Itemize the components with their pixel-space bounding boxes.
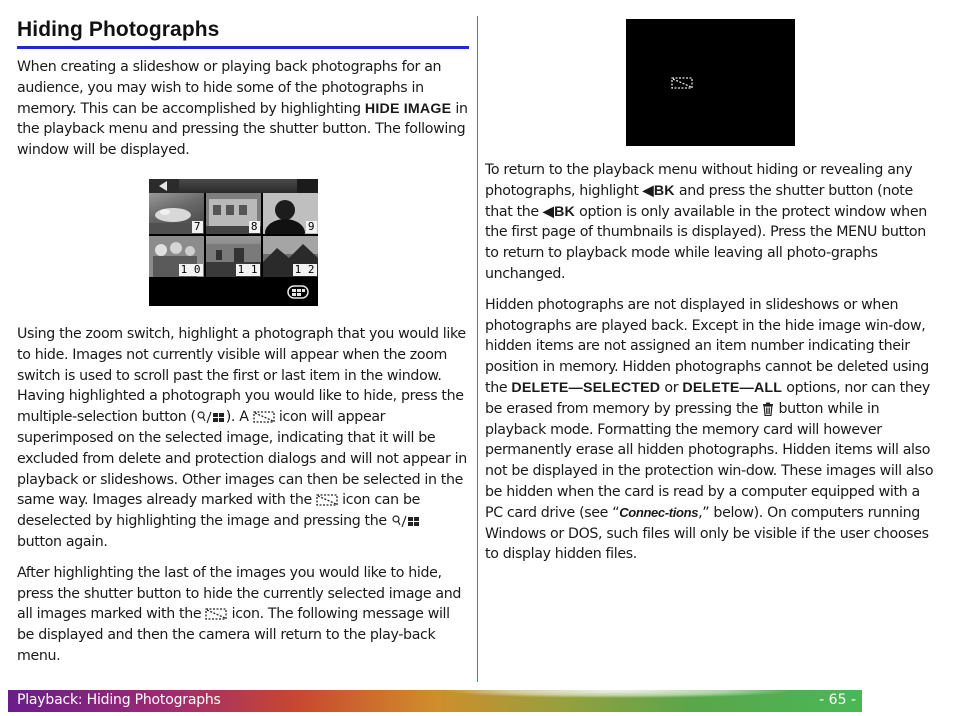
thumbnail-number: 7 (193, 219, 201, 233)
thumbnail-number: 1 2 (294, 262, 315, 276)
thumbnail-number: 1 1 (237, 262, 258, 276)
back-keyword: ◀BK (542, 203, 575, 220)
text-span: After highlighting the last of the images you would like to hide, press the shutter button to hide the currently selected image and all images marked with the (17, 564, 462, 623)
hide-image-keyword: HIDE IMAGE (364, 100, 452, 117)
text-span: in the playback menu and pressing the shutter button. The following window will be displayed. (17, 100, 468, 159)
left-arrow-icon (159, 181, 167, 191)
multi-selection-icon (196, 410, 226, 424)
text-span: and press the shutter button (note that the (485, 182, 913, 220)
column-divider (477, 16, 478, 682)
finish-paragraph (17, 563, 469, 667)
window-top-corner (297, 179, 318, 193)
hide-mark-icon (316, 493, 338, 507)
window-top-bar (179, 179, 297, 193)
thumbnail[interactable] (149, 236, 204, 277)
text-span: icon will appear superimposed on the selected image, indicating that it will be excluded from delete and protection dialogs and will not appear in playback or slideshows. Other images can then be selected in the same way. Images already marked with the (17, 409, 467, 509)
footer-section-title: Playback: Hiding Photographs (17, 692, 221, 708)
text-span: or (660, 379, 683, 396)
multi-selection-icon (287, 285, 309, 299)
delete-selected-keyword: DELETE—SELECTED (511, 379, 661, 396)
text-span: When creating a slideshow or playing back photographs for an audience, you may wish to hide some of the photographs in memory. This can be accomplished by highlighting (17, 59, 442, 117)
text-span: icon can be deselected by highlighting the image and pressing the (17, 492, 420, 530)
text-span: button again. (17, 533, 108, 550)
right-column (485, 18, 940, 575)
text-span: options, nor can they be erased from memory by pressing the (485, 379, 930, 417)
text-span: To return to the playback menu without hiding or revealing any photographs, highlight (485, 162, 913, 199)
trash-icon (762, 402, 774, 416)
text-span: icon. The following message will be displayed and then the camera will return to the play-back menu. (17, 606, 450, 664)
thumbnail[interactable] (149, 193, 204, 234)
footer-swoosh (448, 684, 788, 698)
text-span: Hidden photographs are not displayed in slideshows or when photographs are played back. Except in the hide image win-dow, hidden items are not assigned an item number indicating their position in memory. Hidden photographs cannot be deleted using the (485, 296, 929, 396)
thumbnail-number: 1 0 (180, 262, 201, 276)
hide-mark-icon (253, 410, 275, 424)
text-span: Using the zoom switch, highlight a photograph that you would like to hide. Images not currently visible will appear when the zoom switch is used to scroll past the first or last item in the window. Having highlighted a photograph you would like to hide, press the multiple-selection button ( (17, 325, 466, 426)
connections-link[interactable]: Connec-tions (619, 504, 699, 520)
return-paragraph (485, 160, 940, 285)
multi-selection-icon (391, 514, 421, 528)
left-column (17, 18, 469, 677)
back-keyword: ◀BK (642, 182, 675, 199)
hiding-message-screen (626, 19, 795, 146)
thumbnail[interactable] (206, 193, 261, 234)
page-number: - 65 - (819, 692, 856, 708)
hide-mark-icon (205, 607, 227, 621)
title-rule (17, 46, 469, 49)
thumbnail[interactable] (263, 193, 318, 234)
text-span: ). A (225, 409, 253, 426)
hide-image-window (149, 179, 318, 306)
page-footer (8, 690, 862, 712)
intro-paragraph (17, 57, 469, 161)
page-title: Hiding Photographs (17, 18, 220, 41)
text-span: option is only available in the protect window when the first page of thumbnails is displayed). Press the MENU button to return to playback mode while leaving all photo-graphs unchanged. (485, 203, 927, 282)
thumbnail[interactable] (263, 236, 318, 277)
delete-all-keyword: DELETE—ALL (682, 379, 783, 396)
thumbnail-number: 9 (307, 219, 315, 233)
hide-mark-icon (671, 76, 693, 90)
thumbnail[interactable] (206, 236, 261, 277)
text-span: button while in playback mode. Formatting the memory card will however permanently erase all hidden photographs. Hidden items will also not be displayed in the protection win-dow. These images will also be hidden when the card is read by a computer equipped with a PC card drive (see “ (485, 400, 934, 521)
back-tab (149, 179, 179, 193)
thumbnail-number: 8 (250, 219, 258, 233)
hidden-info-paragraph (485, 295, 940, 565)
text-span: ,” below). On computers running Windows or DOS, such files will only be visible if the user chooses to display hidden files. (485, 504, 929, 563)
selection-paragraph (17, 324, 469, 553)
